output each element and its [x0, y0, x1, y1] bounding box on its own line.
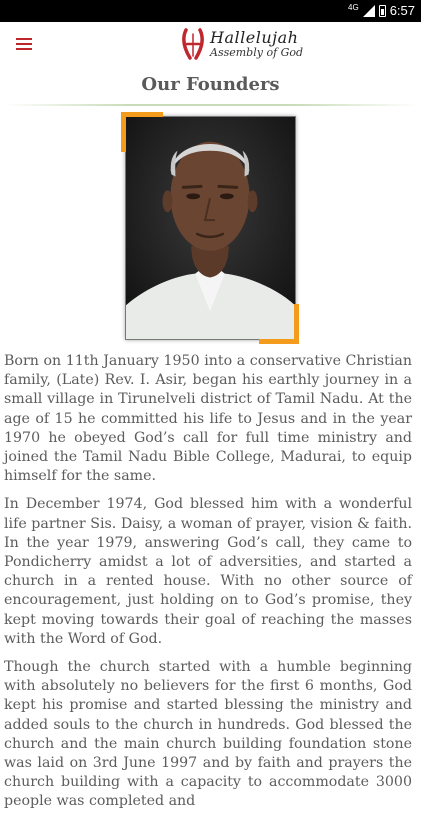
- title-divider: [4, 104, 417, 106]
- frame-corner-bottom-right: [259, 304, 299, 344]
- hamburger-menu-icon[interactable]: [12, 32, 36, 56]
- logo-subtitle: Assembly of God: [210, 46, 304, 59]
- founder-photo: [121, 112, 299, 344]
- page-title: Our Founders: [141, 74, 280, 95]
- hallelujah-logo-icon: [180, 26, 208, 62]
- status-icons: [348, 3, 415, 18]
- frame-corner-top-left: [121, 112, 163, 152]
- battery-icon: [379, 5, 386, 17]
- status-time: 6:57: [389, 3, 415, 18]
- app-logo[interactable]: [180, 25, 303, 63]
- status-bar: [0, 0, 421, 22]
- biography-paragraph: Though the church started with a humble beginning with absolutely no believers for the first 6 months, God kept his promise and started blessing the ministry and added souls to the church in hundreds. God blessed the church and the main church building foundation stone was laid on 3rd June 1997 and by faith and prayers the church building with a capacity to accommodate 3000 people was completed and: [4, 659, 412, 810]
- biography-paragraph: Born on 11th January 1950 into a conservative Christian family, (Late) Rev. I. Asir, began his earthly journey in a small village in Tirunelveli district of Tamil Nadu. At the age of 15 he committed his life to Jesus and in the year 1970 he obeyed God’s call for full time ministry and joined the Tamil Nadu Bible College, Madurai, to equip himself for the same.: [4, 353, 412, 485]
- logo-title: Hallelujah: [210, 28, 299, 47]
- biography-paragraph: In December 1974, God blessed him with a wonderful life partner Sis. Daisy, a woman of prayer, vision & faith. In the year 1979, answering God’s call, they came to Pondicherry amidst a lot of adversities, and started a church in a rented house. With no other source of encouragement, just holding on to God’s promise, they kept moving towards their goal of reaching the masses with the Word of God.: [4, 496, 412, 647]
- app-bar: [0, 22, 421, 66]
- founder-biography: [4, 352, 412, 821]
- signal-icon: [363, 5, 375, 17]
- network-type: 4G: [348, 2, 359, 12]
